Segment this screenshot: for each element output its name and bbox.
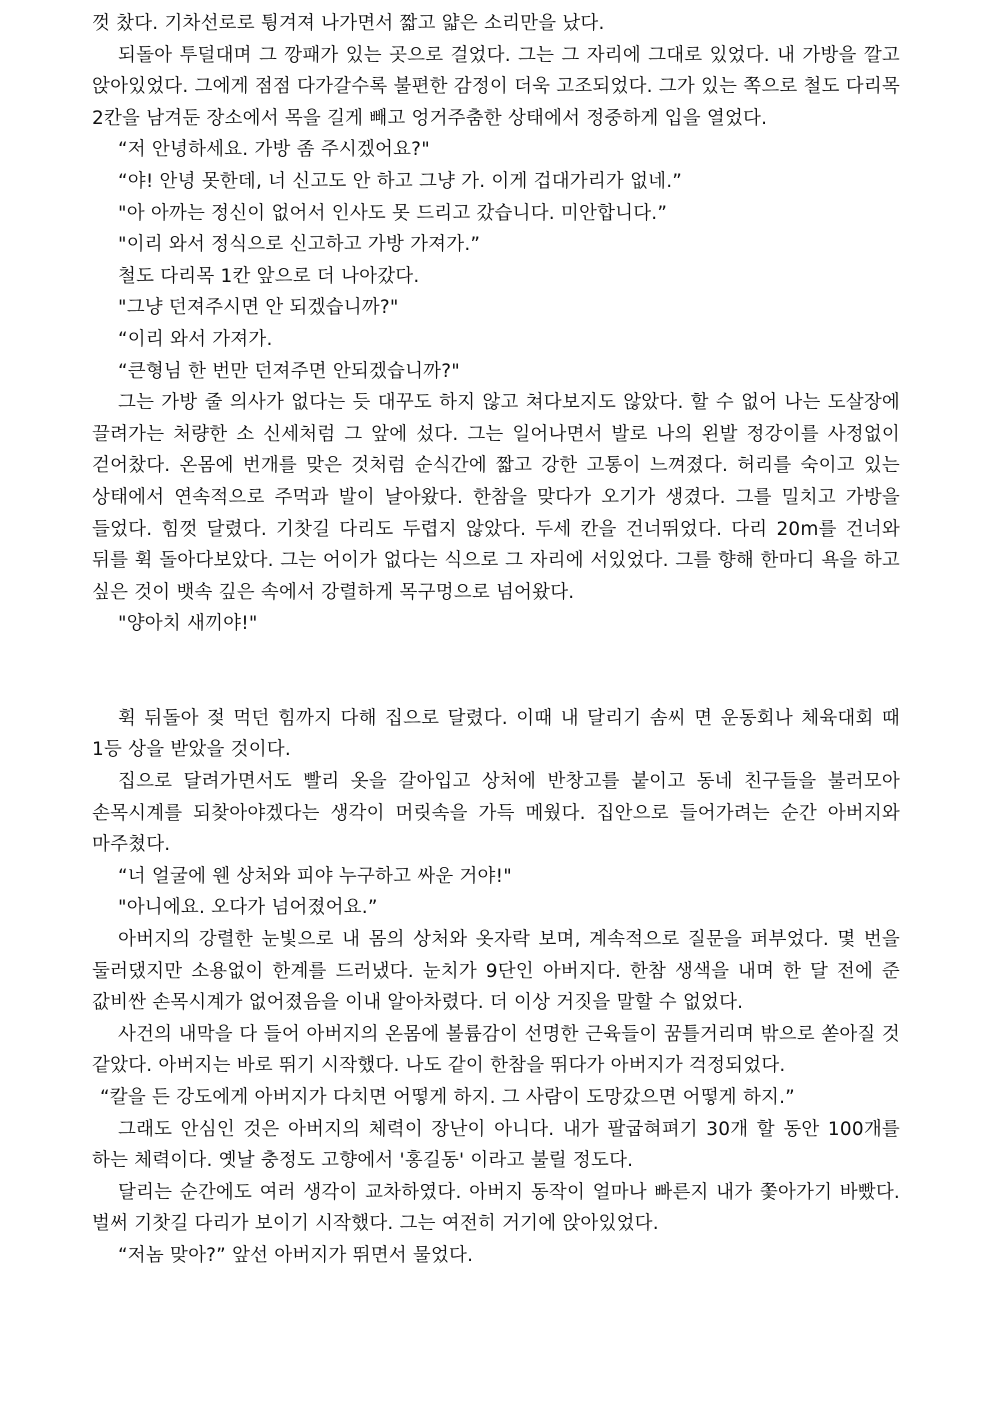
dialogue-line: "이리 와서 정식으로 신고하고 가방 가져가.” (118, 234, 481, 256)
paragraph: 집으로 달려가면서도 빨리 옷을 갈아입고 상처에 반창고를 붙이고 동네 친구들을 불러모아 손목시계를 되찾아야겠다는 생각이 머릿속을 가득 메웠다. 집안으로 들어가려는 순간 아버지와 마주쳤다. (92, 771, 900, 856)
dialogue-line: "양아치 새끼야!" (118, 613, 258, 635)
paragraph: 휙 뒤돌아 젖 먹던 힘까지 다해 집으로 달렸다. 이때 내 달리기 솜씨 면 운동회나 체육대회 때 1등 상을 받았을 것이다. (92, 707, 900, 761)
paragraph: 철도 다리목 1칸 앞으로 더 나아갔다. (118, 265, 420, 287)
paragraph: 아버지의 강렬한 눈빛으로 내 몸의 상처와 옷자락 보며, 계속적으로 질문을 퍼부었다. 몇 번을 둘러댔지만 소용없이 한계를 드러냈다. 눈치가 9단인 아버지다. 한참 생색을 내며 한 달 전에 준 값비싼 손목시계가 없어졌음을 이내 알아차렸다. 더 이상 거짓을 말할 수 없었다. (92, 929, 900, 1014)
dialogue-line: “큰형님 한 번만 던져주면 안되겠습니까?" (118, 360, 460, 382)
dialogue-line: "아니에요. 오다가 넘어졌어요.” (118, 897, 378, 919)
paragraph: 달리는 순간에도 여러 생각이 교차하였다. 아버지 동작이 얼마나 빠른지 내가 쫓아가기 바빴다. 벌써 기찻길 다리가 보이기 시작했다. 그는 여전히 거기에 앉아있었다. (92, 1181, 900, 1235)
dialogue-line: “저놈 맞아?” 앞선 아버지가 뛰면서 물었다. (118, 1244, 474, 1266)
dialogue-line: “야! 안녕 못한데, 너 신고도 안 하고 그냥 가. 이게 겁대가리가 없네.” (118, 170, 683, 192)
paragraph: 사건의 내막을 다 들어 아버지의 온몸에 볼륨감이 선명한 근육들이 꿈틀거리며 밖으로 쏟아질 것 같았다. 아버지는 바로 뛰기 시작했다. 나도 같이 한참을 뛰다가 아버지가 걱정되었다. (92, 1023, 900, 1077)
paragraph: 되돌아 투덜대며 그 깡패가 있는 곳으로 걸었다. 그는 그 자리에 그대로 있었다. 내 가방을 깔고 앉아있었다. 그에게 점점 다가갈수록 불편한 감정이 더욱 고조되었다. 그가 있는 쪽으로 철도 다리목 2칸을 남겨둔 장소에서 목을 길게 빼고 엉거주춤한 상태에서 정중하게 입을 열었다. (92, 44, 900, 129)
dialogue-line: “저 안녕하세요. 가방 좀 주시겠어요?" (118, 139, 430, 161)
dialogue-line: "아 아까는 정신이 없어서 인사도 못 드리고 갔습니다. 미안합니다.” (118, 202, 668, 224)
paragraph: 그는 가방 줄 의사가 없다는 듯 대꾸도 하지 않고 쳐다보지도 않았다. 할 수 없어 나는 도살장에 끌려가는 처량한 소 신세처럼 그 앞에 섰다. 그는 일어나면서 발로 나의 왼발 정강이를 사정없이 걷어찼다. 온몸에 번개를 맞은 것처럼 순식간에 짧고 강한 고통이 느껴졌다. 허리를 숙이고 있는 상태에서 연속적으로 주먹과 발이 날아왔다. 한참을 맞다가 오기가 생겼다. 그를 밀치고 가방을 들었다. 힘껏 달렸다. 기찻길 다리도 두렵지 않았다. 두세 칸을 건너뛰었다. 다리 20m를 건너와 뒤를 휙 돌아다보았다. 그는 어이가 없다는 식으로 그 자리에 서있었다. 그를 향해 한마디 욕을 하고 싶은 것이 뱃속 깊은 속에서 강렬하게 목구멍으로 넘어왔다. (92, 392, 900, 603)
section-break (92, 640, 900, 703)
dialogue-line: “칼을 든 강도에게 아버지가 다치면 어떻게 하지. 그 사람이 도망갔으면 어떻게 하지.” (100, 1087, 795, 1108)
dialogue-line: “너 얼굴에 웬 상처와 피야 누구하고 싸운 거야!" (118, 865, 512, 887)
dialogue-line: "그냥 던져주시면 안 되겠습니까?" (118, 297, 399, 319)
paragraph: 그래도 안심인 것은 아버지의 체력이 장난이 아니다. 내가 팔굽혀펴기 30개 할 동안 100개를 하는 체력이다. 옛날 충정도 고향에서 '홍길동' 이라고 불릴 정도다. (92, 1118, 900, 1172)
paragraph: 껏 찼다. 기차선로로 튕겨져 나가면서 짧고 얇은 소리만을 났다. (92, 13, 605, 34)
document-page (92, 8, 900, 1272)
dialogue-line: “이리 와서 가져가. (118, 328, 273, 350)
